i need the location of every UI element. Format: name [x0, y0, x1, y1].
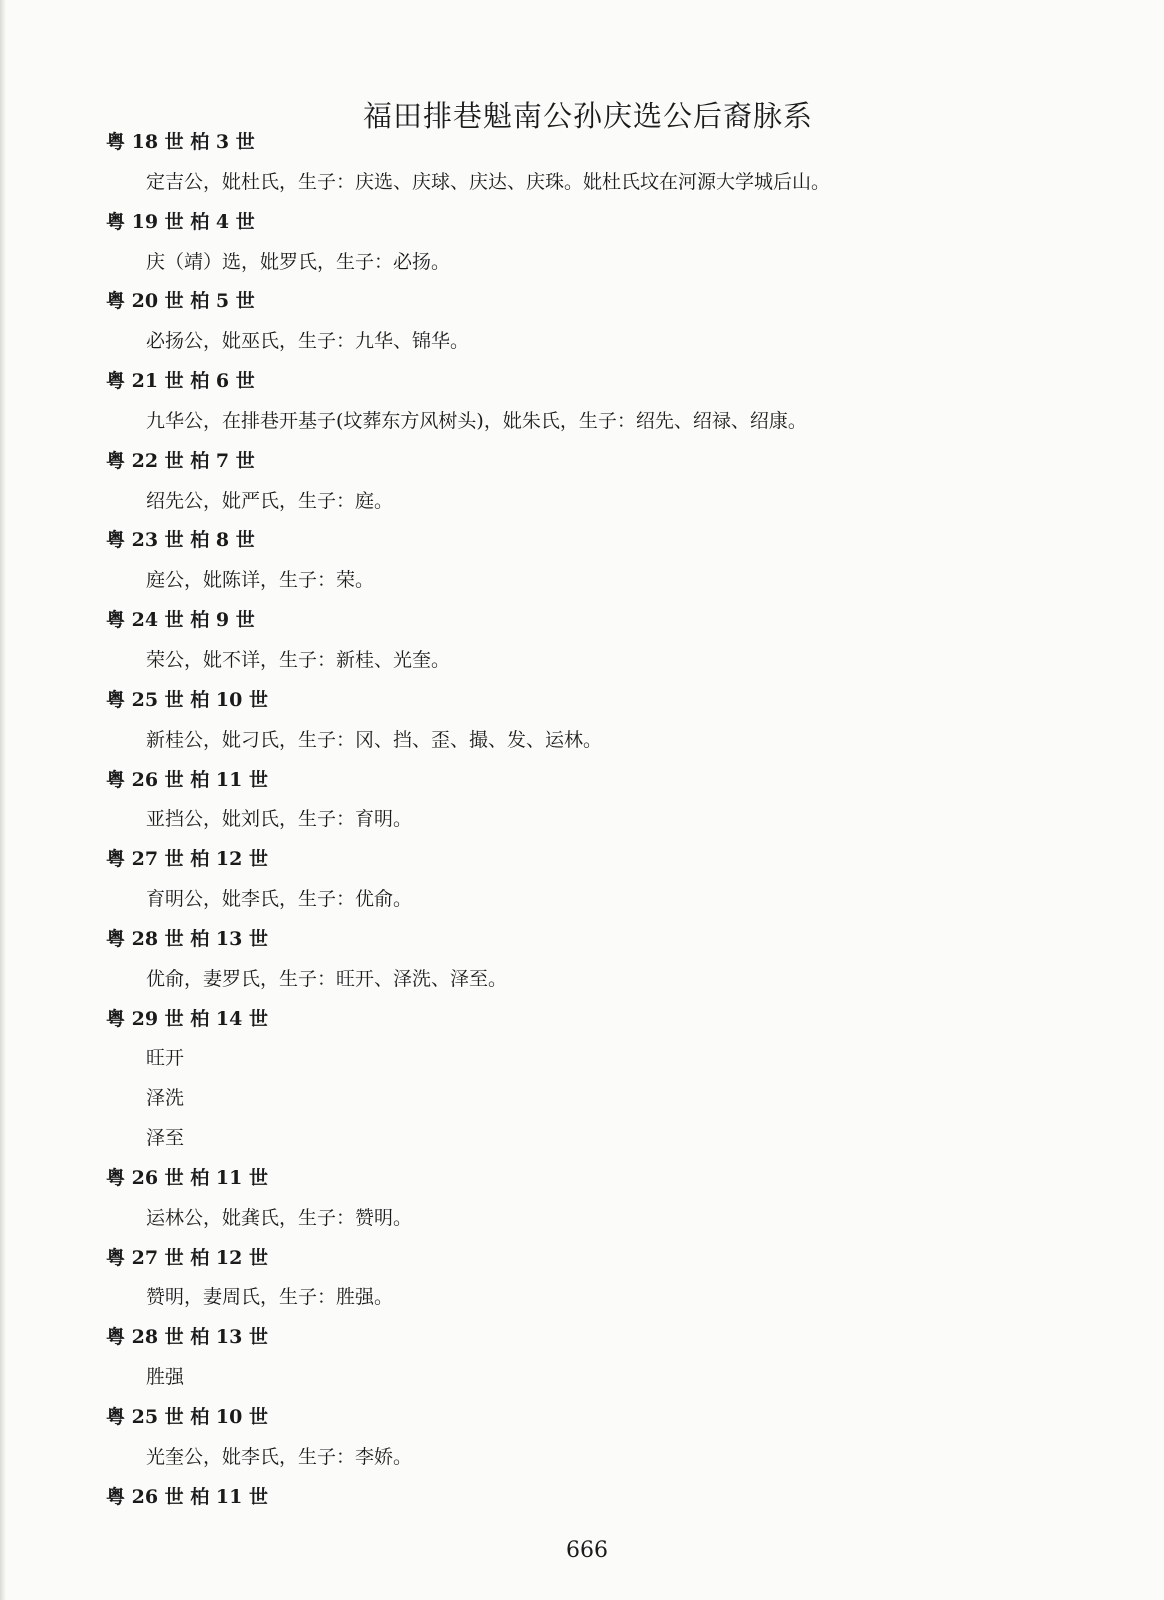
generation-heading: 粤 27 世 柏 12 世: [106, 1246, 268, 1269]
descendant-name: 泽至: [146, 1127, 185, 1150]
entry-detail: 定吉公，妣杜氏，生子：庆选、庆球、庆达、庆珠。妣杜氏坟在河源大学城后山。: [146, 170, 831, 193]
entry-detail: 育明公，妣李氏，生子：优俞。: [146, 888, 413, 911]
generation-heading: 粤 26 世 柏 11 世: [106, 768, 268, 791]
generation-heading: 粤 27 世 柏 12 世: [106, 848, 268, 871]
generation-heading: 粤 22 世 柏 7 世: [106, 449, 255, 472]
page-edge-shadow: [0, 0, 6, 1600]
entry-detail: 优俞，妻罗氏，生子：旺开、泽洗、泽至。: [146, 967, 508, 990]
generation-heading: 粤 29 世 柏 14 世: [106, 1007, 268, 1030]
entry-detail: 光奎公，妣李氏，生子：李娇。: [146, 1445, 413, 1468]
generation-heading: 粤 26 世 柏 11 世: [106, 1485, 268, 1508]
entry-detail: 赞明，妻周氏，生子：胜强。: [146, 1286, 394, 1309]
descendant-name: 胜强: [146, 1366, 185, 1389]
entry-detail: 荣公，妣不详，生子：新桂、光奎。: [146, 648, 451, 671]
descendant-name: 泽洗: [146, 1087, 185, 1110]
generation-heading: 粤 28 世 柏 13 世: [106, 1326, 268, 1349]
genealogy-list: [106, 123, 1106, 1518]
generation-heading: 粤 18 世 柏 3 世: [106, 131, 255, 153]
generation-heading: 粤 19 世 柏 4 世: [106, 210, 255, 233]
entry-detail: 必扬公，妣巫氏，生子：九华、锦华。: [146, 330, 470, 353]
entry-detail: 亚挡公，妣刘氏，生子：育明。: [146, 808, 413, 831]
entry-detail: 庆（靖）选，妣罗氏，生子：必扬。: [146, 250, 451, 273]
entry-detail: 绍先公，妣严氏，生子：庭。: [146, 489, 394, 512]
descendant-name: 旺开: [146, 1047, 185, 1070]
generation-heading: 粤 23 世 柏 8 世: [106, 529, 255, 552]
generation-heading: 粤 28 世 柏 13 世: [106, 927, 268, 950]
page-number: 666: [566, 1538, 608, 1563]
generation-heading: 粤 24 世 柏 9 世: [106, 609, 255, 632]
generation-heading: 粤 25 世 柏 10 世: [106, 1406, 268, 1428]
generation-heading: 粤 20 世 柏 5 世: [106, 290, 255, 313]
generation-heading: 粤 21 世 柏 6 世: [106, 370, 255, 393]
entry-detail: 庭公，妣陈详，生子：荣。: [146, 569, 375, 592]
generation-heading: 粤 26 世 柏 11 世: [106, 1166, 268, 1189]
entry-detail: 运林公，妣龚氏，生子：赞明。: [146, 1206, 413, 1229]
generation-heading: 粤 25 世 柏 10 世: [106, 688, 268, 711]
page-title: 福田排巷魁南公孙庆选公后裔脉系: [362, 99, 813, 134]
entry-detail: 九华公，在排巷开基子(坟葬东方风树头)，妣朱氏，生子：绍先、绍禄、绍康。: [146, 409, 807, 432]
entry-detail: 新桂公，妣刁氏，生子：冈、挡、歪、撮、发、运林。: [146, 728, 603, 751]
